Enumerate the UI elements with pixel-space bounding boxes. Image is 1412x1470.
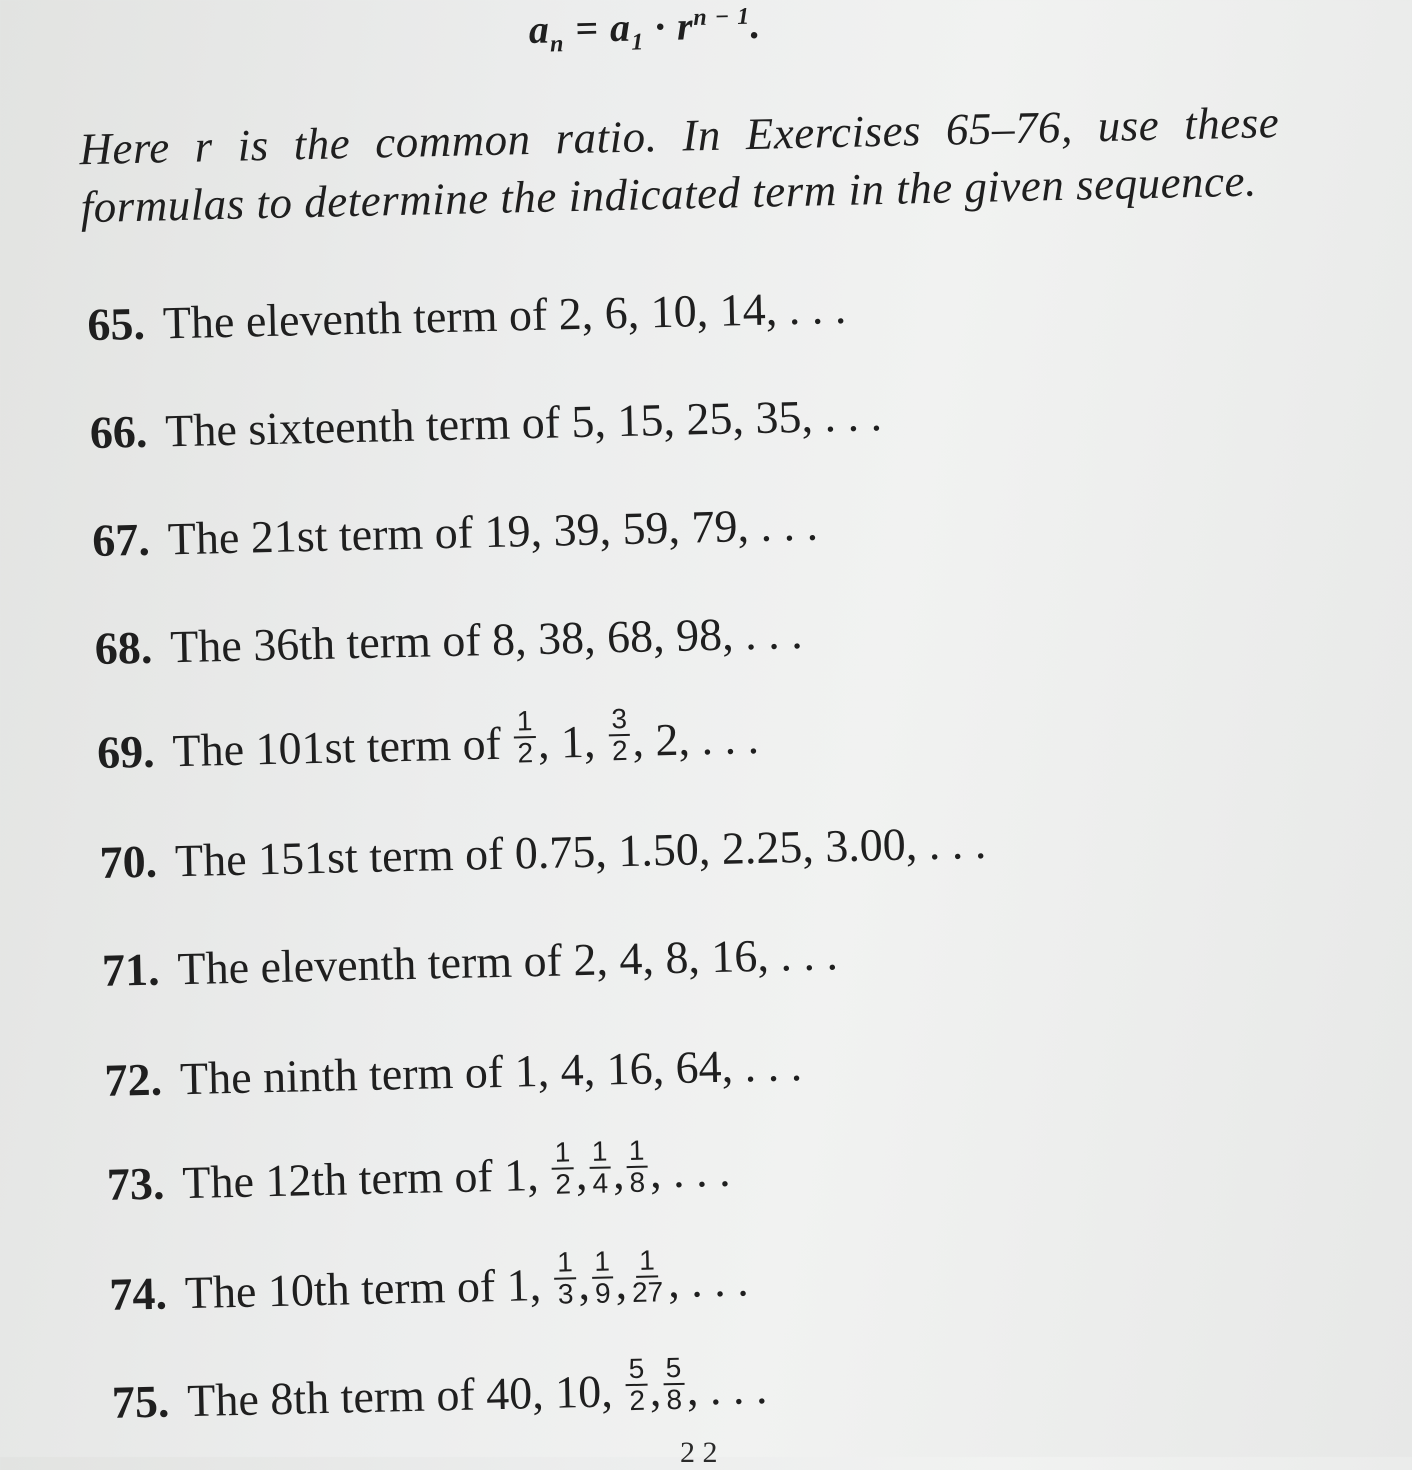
exercise-67 — [92, 498, 819, 567]
exercise-number: 66. — [89, 405, 148, 459]
formula-an-sub: n — [549, 31, 565, 58]
cut-off-text-fragment: 2 2 — [680, 1436, 718, 1469]
exercise-74 — [108, 1244, 750, 1330]
exercise-number: 69. — [96, 725, 156, 778]
formula-a1: a — [609, 4, 632, 51]
exercise-75 — [111, 1352, 768, 1438]
formula-equals: = — [563, 5, 611, 52]
fraction-numerator: 1 — [626, 1136, 648, 1168]
exercise-70 — [99, 816, 987, 889]
exercise-number: 73. — [106, 1157, 165, 1210]
fraction — [513, 706, 536, 768]
fraction-numerator: 1 — [591, 1247, 613, 1279]
fraction — [591, 1247, 614, 1309]
exercise-66 — [89, 388, 882, 459]
exercise-text-pre: The 10th term of 1, — [184, 1259, 542, 1319]
exercise-71 — [101, 927, 838, 997]
exercise-text — [171, 703, 760, 787]
fraction — [626, 1136, 649, 1198]
fraction-denominator: 27 — [631, 1276, 664, 1309]
fraction — [608, 704, 631, 766]
fraction-denominator: 2 — [517, 737, 534, 769]
exercise-text-pre: The 101st term of — [171, 717, 502, 777]
exercise-text-post: , 2, . . . — [631, 711, 760, 766]
exercise-number: 71. — [101, 943, 161, 996]
fraction — [625, 1354, 648, 1416]
formula-period: . — [749, 1, 762, 47]
fraction-numerator: 1 — [551, 1138, 573, 1170]
fraction-numerator: 1 — [554, 1248, 576, 1280]
fraction-denominator: 2 — [555, 1168, 572, 1201]
exercise-text: The 21st term of 19, 39, 59, 79, . . . — [167, 498, 819, 565]
exercise-number: 65. — [86, 297, 146, 351]
exercise-text-post: . . . — [697, 1361, 768, 1415]
fraction — [551, 1138, 574, 1200]
fraction-numerator: 5 — [662, 1353, 684, 1385]
exercise-text-post: . . . — [660, 1144, 731, 1198]
exercise-text-pre: The 8th term of 40, 10, — [186, 1365, 614, 1427]
fraction — [554, 1248, 577, 1310]
exercise-text: The 12th term of 1, $\frac{1}{2}$ , $\frac{1}{4}$ , $\frac{1}{8}$ , . . . — [181, 1135, 731, 1209]
fraction-denominator: 3 — [557, 1278, 574, 1311]
exercise-text-mid: , 1, — [537, 715, 608, 768]
fraction-numerator: 3 — [608, 704, 630, 736]
exercise-text: The eleventh term of 2, 6, 10, 14, . . . — [162, 281, 847, 349]
exercise-72 — [104, 1038, 803, 1107]
fraction-denominator: 4 — [592, 1167, 609, 1200]
exercise-text: The sixteenth term of 5, 15, 25, 35, . . . — [164, 389, 883, 457]
exercise-68 — [94, 606, 803, 675]
exercise-text: The ninth term of 1, 4, 16, 64, . . . — [179, 1039, 803, 1105]
fraction — [628, 1246, 667, 1309]
fraction-numerator: 1 — [636, 1246, 658, 1278]
formula-a1-sub: 1 — [630, 29, 645, 56]
fraction — [662, 1353, 685, 1415]
fraction-denominator: 2 — [611, 735, 629, 767]
exercise-text: The 10th term of 1, $\frac{1}{3}$ , $\frac{1}{9}$ , $\frac{1}{27}$ , . . . — [184, 1244, 750, 1319]
exercise-text-pre: The 12th term of 1, — [181, 1149, 540, 1209]
exercise-65 — [87, 281, 847, 351]
formula-exponent: n − 1 — [693, 3, 751, 31]
exercise-text: The eleventh term of 2, 4, 8, 16, . . . — [176, 928, 839, 995]
fraction-denominator: 9 — [594, 1277, 611, 1310]
exercise-text: The 151st term of 0.75, 1.50, 2.25, 3.00, . . . — [174, 816, 987, 887]
instructions-paragraph: Here r is the common ratio. In Exercises 65–76, use these formulas to determine the indicated term in the given sequence. — [78, 97, 1280, 233]
fraction-numerator: 1 — [588, 1137, 610, 1169]
fraction-denominator: 2 — [629, 1385, 646, 1417]
exercise-number: 72. — [103, 1053, 163, 1106]
fraction-denominator: 8 — [666, 1384, 683, 1416]
exercise-number: 67. — [91, 513, 151, 567]
formula-an: a — [528, 6, 551, 53]
exercise-number: 68. — [94, 621, 153, 675]
exercise-text: The 36th term of 8, 38, 68, 98, . . . — [169, 606, 804, 673]
formula-r: · r — [643, 3, 695, 50]
exercise-73 — [106, 1135, 731, 1221]
exercise-69 — [96, 703, 760, 788]
fraction-denominator: 8 — [629, 1167, 646, 1199]
exercise-number: 75. — [111, 1375, 170, 1428]
geometric-formula — [528, 1, 762, 59]
fraction-numerator: 1 — [513, 706, 535, 738]
exercise-number: 70. — [99, 835, 158, 888]
fraction-numerator: 5 — [625, 1354, 647, 1386]
fraction — [588, 1137, 611, 1199]
exercise-text: The 8th term of 40, 10, $\frac{5}{2}$ , $\frac{5}{8}$ , . . . — [186, 1352, 768, 1427]
exercise-text-post: . . . — [678, 1254, 750, 1307]
exercise-number: 74. — [108, 1267, 168, 1320]
